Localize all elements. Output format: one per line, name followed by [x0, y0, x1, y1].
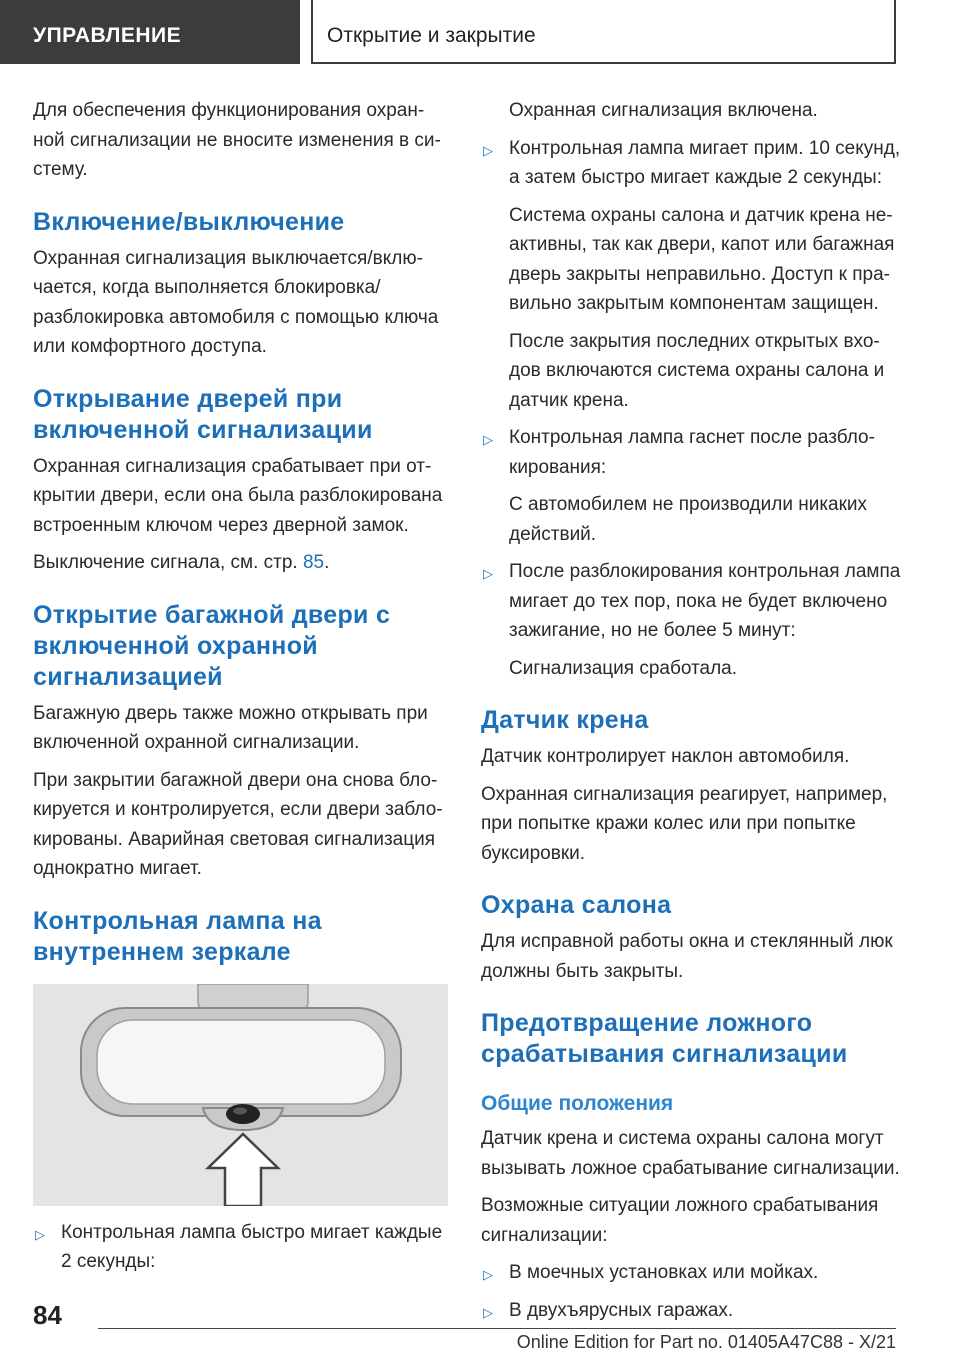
trunk-paragraph-1: Багажную дверь также можно открывать при включенной охранной сигнализации.: [33, 702, 428, 753]
section-title: УПРАВЛЕНИЕ: [0, 0, 300, 64]
intro-paragraph: Для обеспечения функционирования охранной сигнализации не вносите изменения в систему.: [33, 100, 441, 180]
triangle-right-icon: ▷: [483, 142, 493, 158]
triangle-right-icon: ▷: [35, 1226, 45, 1242]
page-header: [0, 0, 960, 66]
heading-doors: Открывание дверей при включенной сигнализации: [33, 384, 373, 444]
general-paragraph-2: Возможные ситуации ложного срабатывания сигнализации:: [481, 1195, 879, 1246]
right-column: [481, 96, 901, 1333]
bullet2-paragraph-1: Система охраны салона и датчик крена неактивны, так как двери, капот или багажная дверь закрыты неправильно. Доступ к правильно закрытым компонентам защищен.: [509, 204, 895, 314]
list-item: ▷ Контрольная лампа мигает прим. 10 секунд, а затем быстро мигает каждые 2 секунды:: [483, 137, 901, 188]
alarm-off-paragraph: Выключение сигнала, см. стр. 85.: [33, 552, 330, 573]
interior-paragraph: Для исправной работы окна и стеклянный люк должны быть закрыты.: [481, 931, 893, 982]
triangle-right-icon: ▷: [483, 1304, 493, 1320]
bullet1-result: Охранная сигнализация включена.: [509, 100, 818, 121]
page-number: 84: [33, 1300, 62, 1330]
heading-general: Общие положения: [481, 1092, 674, 1115]
triangle-right-icon: ▷: [483, 432, 493, 447]
chapter-title: Открытие и закрытие: [311, 0, 896, 64]
footer-edition: Online Edition for Part no. 01405A47C88 - X/21: [516, 1332, 896, 1352]
general-paragraph-1: Датчик крена и система охраны салона могут вызывать ложное срабатывание сигнализации.: [481, 1128, 900, 1179]
bullet4-result: Сигнализация сработала.: [509, 657, 738, 679]
heading-trunk: Открытие багажной двери с включенной охранной сигнализацией: [33, 600, 391, 691]
page-link-85[interactable]: 85: [302, 552, 325, 573]
bullet3-result: С автомобилем не производили никаких действий.: [509, 494, 868, 545]
list-item: ▷ В моечных установках или мойках.: [481, 1258, 901, 1288]
heading-lamp: Контрольная лампа на внутреннем зеркале: [33, 906, 322, 966]
tilt-paragraph-2: Охранная сигнализация реагирует, например, при попытке кражи колес или при попытке буксировки.: [481, 783, 888, 864]
doors-paragraph: Охранная сигнализация срабатывает при открытии двери, если она была разблокирована встроенным ключом через дверной замок.: [33, 455, 443, 536]
triangle-right-icon: ▷: [483, 1267, 493, 1282]
switch-paragraph: Охранная сигнализация выключается/включается, когда выполняется блокировка/ разблокировка автомобиля с помощью ключа или комфортного доступа.: [33, 247, 439, 357]
heading-tilt: Датчик крена: [481, 706, 649, 734]
triangle-right-icon: ▷: [483, 566, 493, 581]
mirror-illustration: [33, 984, 448, 1206]
heading-prevent: Предотвращение ложного срабатывания сигнализации: [481, 1009, 848, 1068]
heading-switch: Включение/выключение: [33, 207, 345, 236]
list-item: ▷ Контрольная лампа быстро мигает каждые 2 секунды:: [35, 1221, 443, 1272]
heading-interior: Охрана салона: [481, 891, 672, 919]
list-item: ▷ После разблокирования контрольная лампа мигает до тех пор, пока не будет включено зажигание, но не более 5 минут:: [483, 561, 901, 641]
list-item: ▷ В двухъярусных гаражах.: [481, 1296, 901, 1326]
list-item: ▷ Контрольная лампа гаснет после разблокирования:: [483, 427, 875, 478]
tilt-paragraph-1: Датчик контролирует наклон автомобиля.: [481, 746, 850, 767]
left-column: [33, 96, 448, 1285]
bullet2-paragraph-2: После закрытия последних открытых входов включаются система охраны салона и датчик крена.: [509, 330, 885, 411]
trunk-paragraph-2: При закрытии багажной двери она снова блокируется и контролируется, если двери заблокированы. Аварийная световая сигнализация однократно мигает.: [33, 769, 443, 879]
footer-divider: [98, 1328, 896, 1329]
